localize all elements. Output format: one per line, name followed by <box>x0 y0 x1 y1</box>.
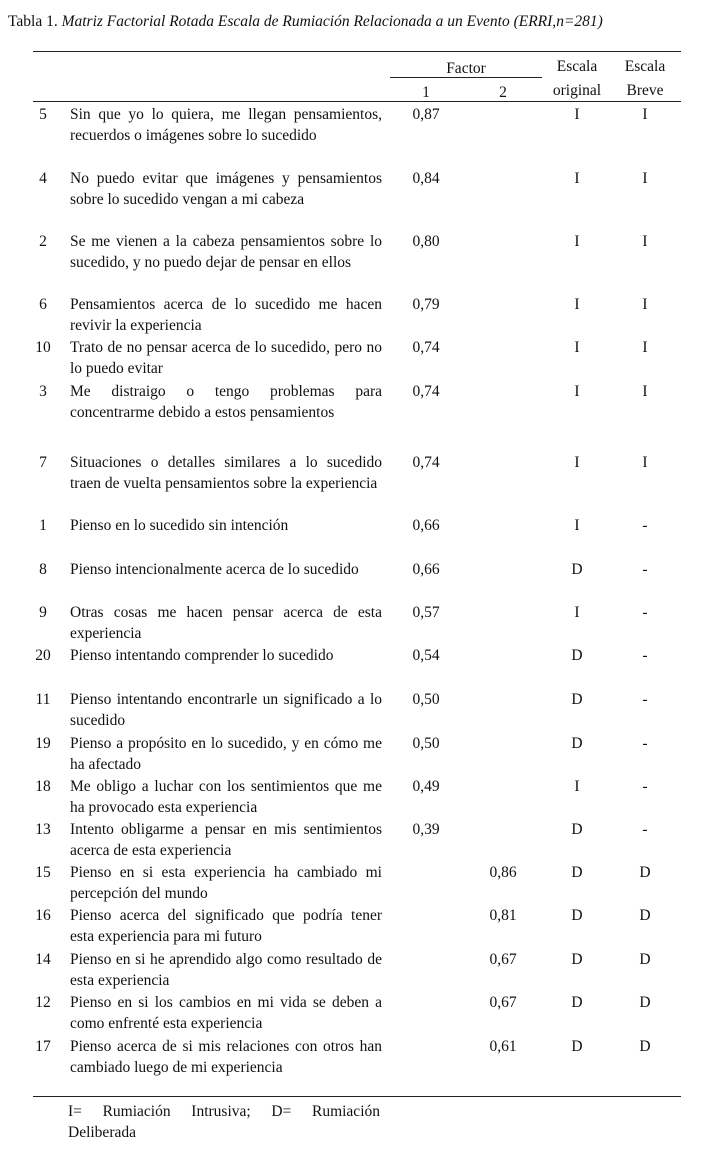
item-text: Se me vienen a la cabeza pensamientos sobre lo sucedido, y no puedo dejar de pensar en ellos <box>70 233 382 271</box>
item-text: Pienso en si esta experiencia ha cambiado mi percepción del mundo <box>70 864 382 902</box>
item-text: Situaciones o detalles similares a lo sucedido traen de vuelta pensamientos sobre la experiencia <box>70 454 382 492</box>
item-text: Pienso en lo sucedido sin intención <box>70 517 289 534</box>
row-number: 11 <box>35 691 51 708</box>
item-text: Pienso en si los cambios en mi vida se deben a como enfrenté esta experiencia <box>70 994 382 1032</box>
row-number: 9 <box>39 604 47 621</box>
row-number: 7 <box>39 454 47 471</box>
item-text: Pienso a propósito en lo sucedido, y en cómo me ha afectado <box>70 735 382 773</box>
row-number: 19 <box>35 735 51 752</box>
escala-original-value: I <box>574 454 580 471</box>
item-text: Me distraigo o tengo problemas para concentrarme debido a estos pensamientos <box>70 383 382 421</box>
table-footnote: I= Rumiación Intrusiva; D= Rumiación Deliberada <box>68 1103 380 1141</box>
header-rule <box>33 101 681 102</box>
row-number: 13 <box>35 821 51 838</box>
factor-1-loading: 0,49 <box>412 778 440 795</box>
row-number: 8 <box>39 561 47 578</box>
escala-breve-header-line2: Breve <box>626 82 664 99</box>
escala-original-value: D <box>571 561 583 578</box>
item-text: Pienso acerca del significado que podría tener esta experiencia para mi futuro <box>70 907 382 945</box>
row-number: 4 <box>39 170 47 187</box>
escala-breve-value: - <box>642 561 648 578</box>
factor-1-loading: 0,57 <box>412 604 440 621</box>
row-number: 3 <box>39 383 47 400</box>
item-text: Intento obligarme a pensar en mis sentimientos acerca de esta experiencia <box>70 821 382 859</box>
factor-1-loading: 0,87 <box>412 106 440 123</box>
factor-2-header: 2 <box>499 84 507 101</box>
factor-2-loading: 0,81 <box>489 907 517 924</box>
escala-breve-value: I <box>642 454 648 471</box>
escala-breve-value: I <box>642 106 648 123</box>
row-number: 12 <box>35 994 51 1011</box>
factor-1-header: 1 <box>422 84 430 101</box>
row-number: 5 <box>39 106 47 123</box>
row-number: 15 <box>35 864 51 881</box>
escala-breve-value: - <box>642 517 648 534</box>
factor-header: Factor <box>446 60 486 77</box>
escala-original-value: I <box>574 778 580 795</box>
row-number: 17 <box>35 1038 51 1055</box>
escala-original-value: D <box>571 907 583 924</box>
escala-original-value: I <box>574 517 580 534</box>
escala-original-value: D <box>571 1038 583 1055</box>
caption-label: Tabla 1. <box>8 13 58 30</box>
escala-breve-value: - <box>642 821 648 838</box>
escala-breve-value: D <box>639 864 651 881</box>
escala-original-header-line2: original <box>552 82 602 99</box>
escala-breve-value: I <box>642 339 648 356</box>
item-text: Pienso intentando encontrarle un significado a lo sucedido <box>70 691 382 729</box>
factor-2-loading: 0,67 <box>489 994 517 1011</box>
row-number: 18 <box>35 778 51 795</box>
item-text: Pienso en si he aprendido algo como resultado de esta experiencia <box>70 951 382 989</box>
factor-2-loading: 0,61 <box>489 1038 517 1055</box>
escala-breve-value: I <box>642 170 648 187</box>
factor-1-loading: 0,79 <box>412 296 440 313</box>
factor-1-loading: 0,50 <box>412 735 440 752</box>
factor-1-loading: 0,50 <box>412 691 440 708</box>
factor-1-loading: 0,80 <box>412 233 440 250</box>
escala-original-value: I <box>574 604 580 621</box>
factor-2-loading: 0,86 <box>489 864 517 881</box>
escala-original-value: I <box>574 383 580 400</box>
factor-1-loading: 0,74 <box>412 339 440 356</box>
escala-original-value: I <box>574 233 580 250</box>
caption-n: n=281) <box>556 13 603 30</box>
factor-1-loading: 0,54 <box>412 647 440 664</box>
escala-original-value: D <box>571 691 583 708</box>
row-number: 16 <box>35 907 51 924</box>
escala-original-value: D <box>571 994 583 1011</box>
escala-breve-value: I <box>642 383 648 400</box>
caption-title: Matriz Factorial Rotada Escala de Rumiación Relacionada a un Evento (ERRI, <box>61 13 557 30</box>
factor-2-loading: 0,67 <box>489 951 517 968</box>
escala-breve-value: D <box>639 994 651 1011</box>
escala-original-header-line1: Escala <box>556 58 598 75</box>
escala-original-value: D <box>571 864 583 881</box>
escala-breve-value: - <box>642 647 648 664</box>
factor-1-loading: 0,74 <box>412 383 440 400</box>
escala-breve-value: D <box>639 951 651 968</box>
table-caption <box>8 11 603 32</box>
row-number: 14 <box>35 951 51 968</box>
escala-original-value: D <box>571 647 583 664</box>
escala-breve-value: I <box>642 233 648 250</box>
factor-rule <box>390 77 542 78</box>
escala-breve-value: - <box>642 778 648 795</box>
item-text: Sin que yo lo quiera, me llegan pensamientos, recuerdos o imágenes sobre lo sucedido <box>70 106 382 144</box>
item-text: Me obligo a luchar con los sentimientos que me ha provocado esta experiencia <box>70 778 382 816</box>
top-rule <box>33 51 681 52</box>
item-text: Otras cosas me hacen pensar acerca de esta experiencia <box>70 604 382 642</box>
escala-breve-header-line1: Escala <box>624 58 666 75</box>
bottom-rule <box>33 1096 681 1097</box>
row-number: 2 <box>39 233 47 250</box>
escala-original-value: D <box>571 735 583 752</box>
escala-original-value: I <box>574 339 580 356</box>
escala-breve-value: - <box>642 691 648 708</box>
item-text: Pensamientos acerca de lo sucedido me hacen revivir la experiencia <box>70 296 382 334</box>
factor-1-loading: 0,84 <box>412 170 440 187</box>
row-number: 10 <box>35 339 51 356</box>
item-text: No puedo evitar que imágenes y pensamientos sobre lo sucedido vengan a mi cabeza <box>70 170 382 208</box>
item-text: Pienso intencionalmente acerca de lo sucedido <box>70 561 359 578</box>
item-text: Trato de no pensar acerca de lo sucedido, pero no lo puedo evitar <box>70 339 382 377</box>
escala-original-value: D <box>571 951 583 968</box>
factor-1-loading: 0,74 <box>412 454 440 471</box>
row-number: 20 <box>35 647 51 664</box>
item-text: Pienso acerca de si mis relaciones con otros han cambiado luego de mi experiencia <box>70 1038 382 1076</box>
escala-original-value: I <box>574 170 580 187</box>
item-text: Pienso intentando comprender lo sucedido <box>70 647 334 664</box>
escala-original-value: I <box>574 296 580 313</box>
escala-breve-value: I <box>642 296 648 313</box>
row-number: 6 <box>39 296 47 313</box>
escala-breve-value: - <box>642 735 648 752</box>
factor-1-loading: 0,66 <box>412 561 440 578</box>
escala-breve-value: D <box>639 1038 651 1055</box>
factor-1-loading: 0,66 <box>412 517 440 534</box>
escala-original-value: I <box>574 106 580 123</box>
factor-1-loading: 0,39 <box>412 821 440 838</box>
escala-breve-value: D <box>639 907 651 924</box>
row-number: 1 <box>39 517 47 534</box>
escala-breve-value: - <box>642 604 648 621</box>
escala-original-value: D <box>571 821 583 838</box>
